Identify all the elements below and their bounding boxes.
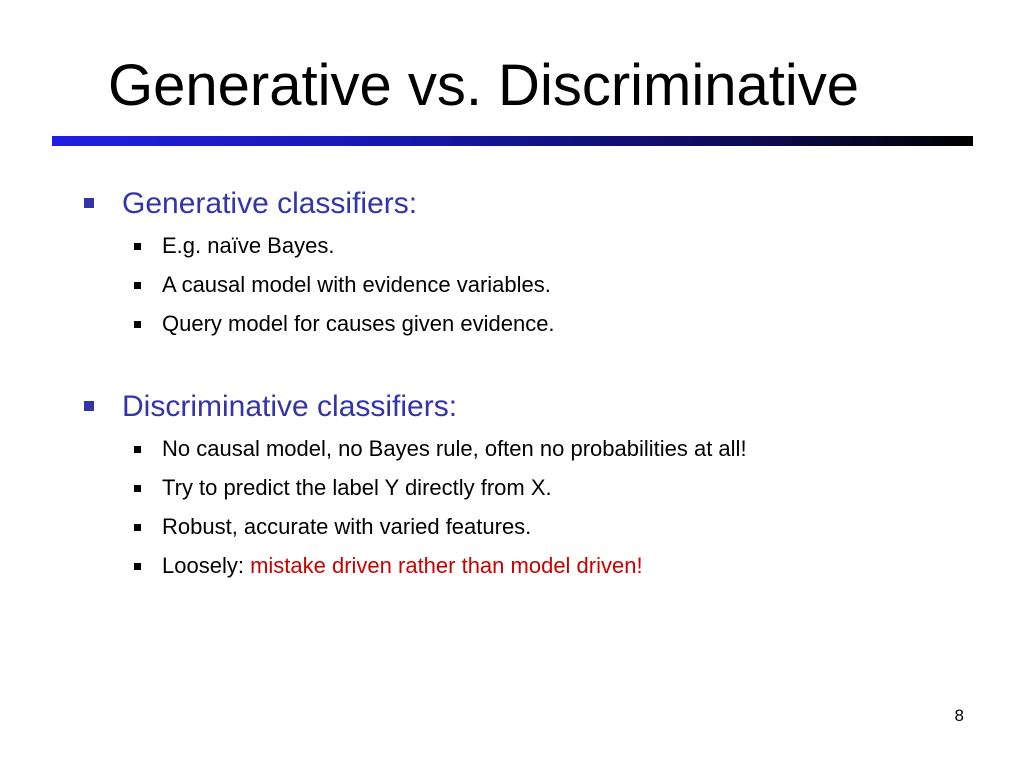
list-item-text: No causal model, no Bayes rule, often no probabilities at all! — [162, 436, 747, 461]
square-bullet-icon — [134, 282, 141, 289]
bullet-list — [80, 226, 980, 343]
square-bullet-icon — [134, 524, 141, 531]
square-bullet-icon — [134, 485, 141, 492]
list-item-lead: Loosely: — [162, 553, 251, 578]
section-discriminative — [80, 385, 980, 585]
list-item — [134, 507, 980, 546]
list-item-text: Query model for causes given evidence. — [162, 311, 555, 336]
highlight-text: mistake driven rather than model driven! — [250, 553, 643, 578]
list-item — [134, 226, 980, 265]
list-item-text: E.g. naïve Bayes. — [162, 233, 335, 258]
slide-title: Generative vs. Discriminative — [108, 53, 859, 118]
list-item — [134, 265, 980, 304]
section-heading: Generative classifiers: — [122, 187, 418, 220]
section-generative — [80, 182, 980, 343]
square-bullet-icon — [134, 446, 141, 453]
list-item-text: Try to predict the label Y directly from X. — [162, 475, 552, 500]
title-underline — [52, 136, 973, 146]
square-bullet-icon — [84, 401, 94, 411]
section-heading: Discriminative classifiers: — [122, 390, 458, 423]
list-item-text: A causal model with evidence variables. — [162, 272, 551, 297]
bullet-list — [80, 429, 980, 585]
list-item — [134, 304, 980, 343]
slide-body — [80, 182, 980, 627]
list-item — [134, 546, 980, 585]
page-number: 8 — [954, 706, 964, 725]
square-bullet-icon — [134, 243, 141, 250]
square-bullet-icon — [134, 563, 141, 570]
bullet-level-1 — [80, 385, 980, 429]
square-bullet-icon — [84, 198, 94, 208]
list-item-text — [162, 546, 643, 585]
square-bullet-icon — [134, 321, 141, 328]
list-item — [134, 429, 980, 468]
bullet-level-1 — [80, 182, 980, 226]
list-item-text: Robust, accurate with varied features. — [162, 514, 532, 539]
list-item — [134, 468, 980, 507]
